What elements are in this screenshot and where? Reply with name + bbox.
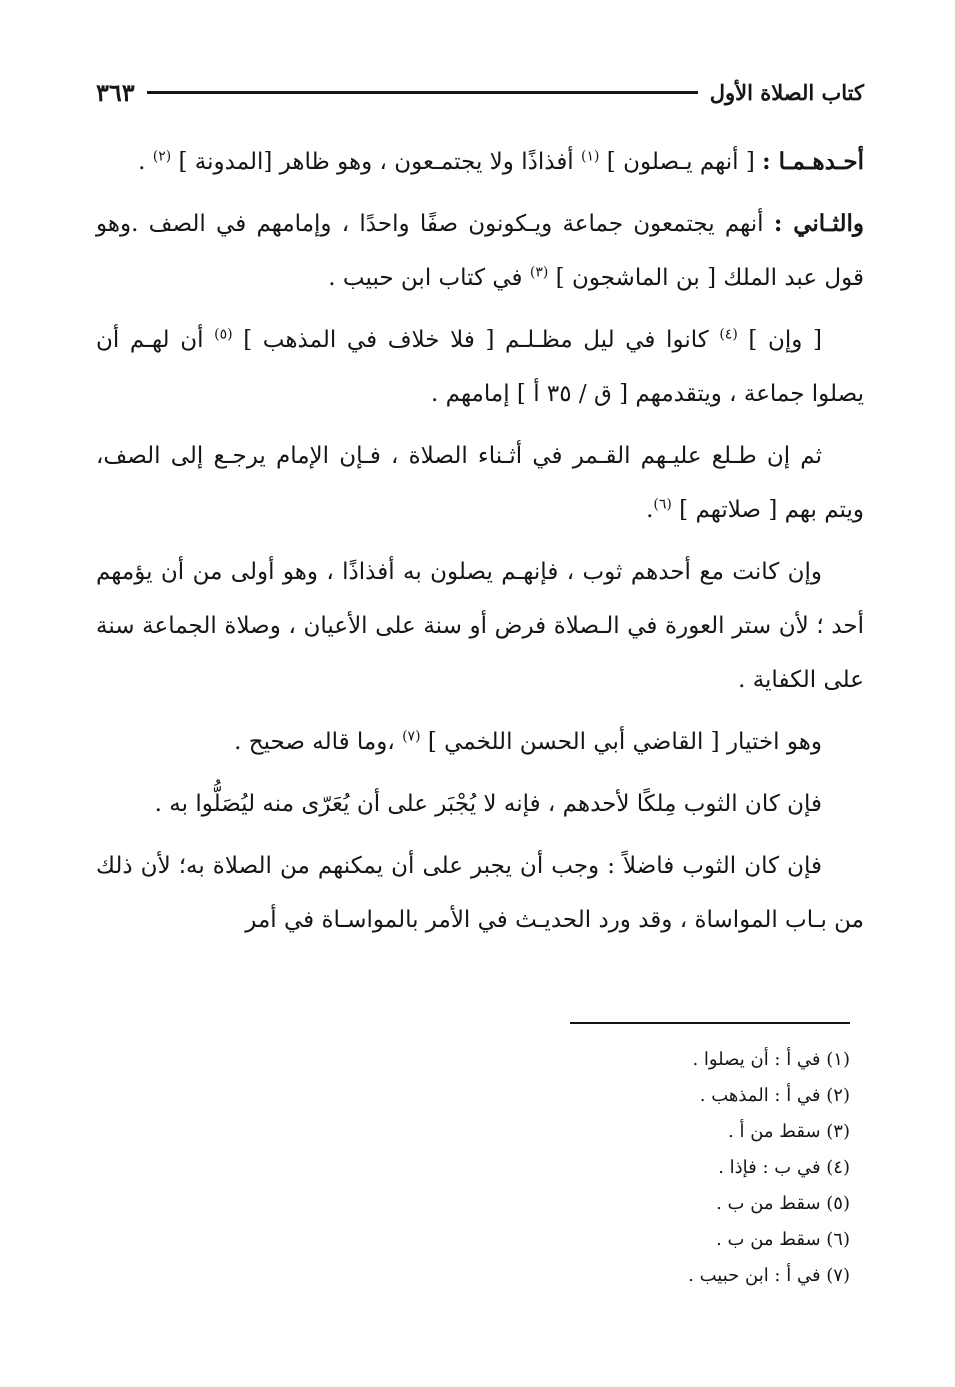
header-rule <box>147 91 698 94</box>
footnote-ref: (٦) <box>653 496 672 513</box>
paragraph-second-opinion <box>96 197 864 305</box>
footnote-6: (٦) سقط من ب . <box>716 1229 850 1250</box>
text-segment: فإن كان الثوب مِلكًا لأحدهم ، فإنه لا يُجْبَر على أن يُعَرّى منه ليُصَلُّوا به . <box>154 791 822 817</box>
paragraph-lead: أحـدهـمـا : <box>762 148 864 175</box>
footnote-ref: (٤) <box>719 326 738 343</box>
text-segment: في كتاب ابن حبيب . <box>328 265 530 291</box>
text-segment: وهو اختيار [ القاضي أبي الحسن اللخمي ] <box>420 729 822 755</box>
paragraph-moonrise <box>96 429 864 537</box>
footnote-3: (٣) سقط من أ . <box>728 1121 850 1142</box>
text-segment: أنهم يجتمعون جماعة ويـكونون صفًا واحدًا ، وإمامهم في الصف .وهو قول عبد الملك [ بن الماشجون ] <box>96 211 864 291</box>
text-segment: فإن كان الثوب فاضلاً : وجب أن يجبر على أن يمكنهم من الصلاة به؛ لأن ذلك من بـاب المواساة ، وقد ورد الحديـث في الأمر بالمواسـاة في أمر <box>96 853 864 933</box>
text-segment: [ أنهم يـصلون ] <box>599 149 763 175</box>
footnote-5: (٥) سقط من ب . <box>716 1193 850 1214</box>
footnote-ref: (٥) <box>214 326 233 343</box>
paragraph-dark-night <box>96 313 864 421</box>
text-segment: ،وما قاله صحيح . <box>234 729 403 755</box>
paragraph-ownership <box>96 777 864 831</box>
main-text <box>96 135 864 955</box>
text-segment: [ وإن ] <box>737 327 822 353</box>
footnote-ref: (١) <box>581 148 600 165</box>
paragraph-choice <box>96 715 864 769</box>
footnote-1: (١) في أ : أن يصلوا . <box>692 1049 850 1070</box>
footnote-7: (٧) في أ : ابن حبيب . <box>688 1265 850 1286</box>
text-segment: أفذاذًا ولا يجتمـعون ، وهو ظاهر [المدونة ] <box>171 149 582 175</box>
paragraph-garment <box>96 545 864 707</box>
text-segment: أن لهـم أن يصلوا جماعة ، ويتقدمهم [ ق / ٣٥ أ ] إمامهم . <box>96 327 864 407</box>
chapter-title: كتاب الصلاة الأول <box>709 79 864 105</box>
text-segment: . <box>138 149 153 175</box>
text-segment: كانوا في ليل مظـلـم [ فلا خلاف في المذهب ] <box>232 327 720 353</box>
text-segment: . <box>646 497 654 523</box>
paragraph-lead: والثـاني : <box>773 210 864 237</box>
running-header <box>96 72 864 112</box>
paragraph-surplus <box>96 839 864 947</box>
footnote-ref: (٣) <box>529 264 549 281</box>
footnote-ref: (٧) <box>402 728 421 745</box>
footnote-4: (٤) في ب : فإذا . <box>718 1157 850 1178</box>
text-segment: ثم إن طـلع عليـهم القـمر في أثـناء الصلاة ، فـإن الإمام يرجـع إلى الصف، ويتم بهم [ صلاتهم ] <box>96 443 864 523</box>
paragraph-first-opinion <box>96 135 864 189</box>
footnotes <box>300 1042 850 1294</box>
footnote-2: (٢) في أ : المذهب . <box>699 1085 850 1106</box>
footnote-ref: (٢) <box>152 148 172 165</box>
text-segment: وإن كانت مع أحدهم ثوب ، فإنهـم يصلون به أفذاذًا ، وهو أولى من أن يؤمهم أحد ؛ لأن ستر العورة في الـصلاة فرض أو سنة على الأعيان ، وصلاة الجماعة سنة على الكفاية . <box>96 559 864 693</box>
footnote-divider <box>570 1022 850 1024</box>
page-number: ٣٦٣ <box>96 77 135 107</box>
